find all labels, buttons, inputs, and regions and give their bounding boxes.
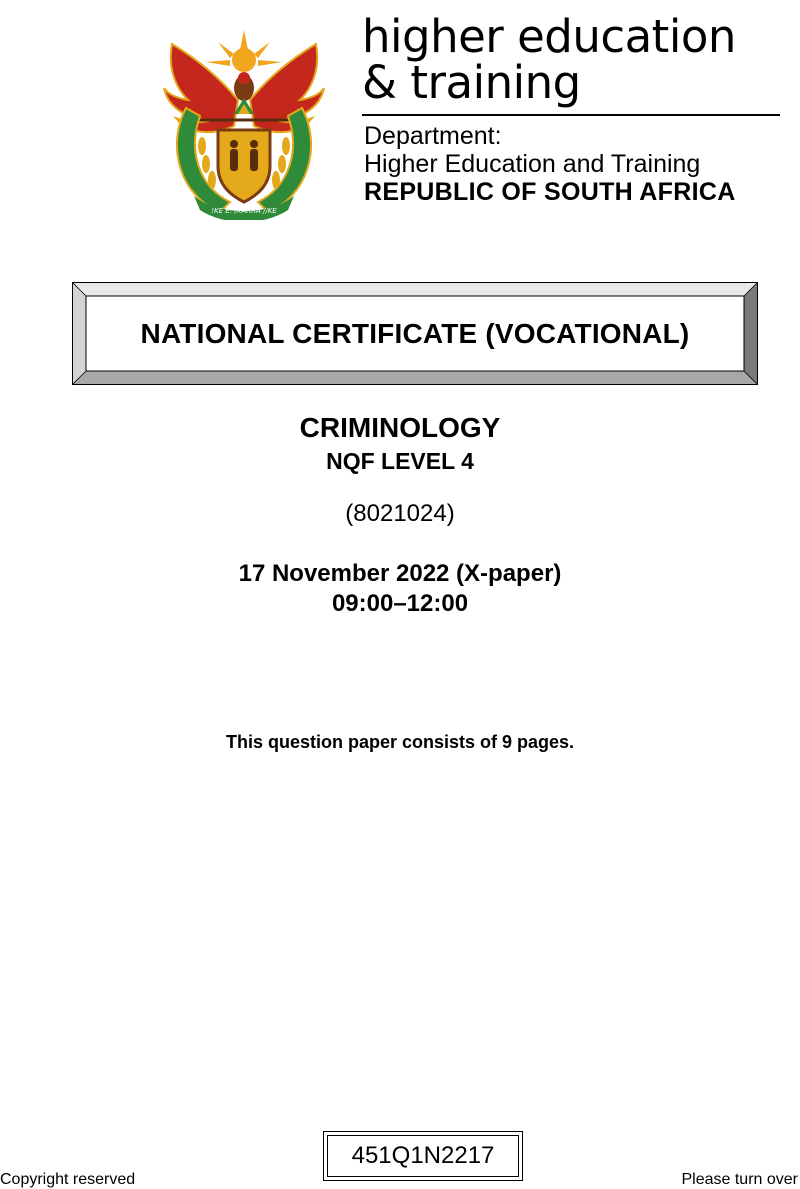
coat-of-arms-logo bbox=[158, 16, 330, 220]
copyright-note: Copyright reserved bbox=[0, 1171, 136, 1188]
shield-icon bbox=[218, 130, 270, 202]
exam-code: (8021024) bbox=[345, 500, 455, 527]
paper-code: 451Q1N2217 bbox=[327, 1135, 519, 1177]
page-count-note: This question paper consists of 9 pages. bbox=[225, 732, 575, 752]
certificate-title: NATIONAL CERTIFICATE (VOCATIONAL) bbox=[140, 317, 690, 349]
department-label: Department: bbox=[364, 122, 502, 150]
country-name: REPUBLIC OF SOUTH AFRICA bbox=[364, 178, 736, 206]
paper-code-box bbox=[323, 1131, 523, 1181]
exam-subject: CRIMINOLOGY bbox=[299, 412, 501, 443]
coat-of-arms-motto: !KE E: /XARRA //KE bbox=[211, 207, 277, 215]
sun-icon bbox=[206, 30, 282, 72]
brand-title-line2: & training bbox=[362, 56, 581, 109]
brand-divider bbox=[362, 114, 780, 116]
turn-over-note: Please turn over bbox=[681, 1171, 798, 1188]
brand-title-line1: higher education bbox=[362, 10, 736, 63]
exam-level: NQF LEVEL 4 bbox=[326, 448, 474, 474]
department-name: Higher Education and Training bbox=[364, 150, 701, 178]
exam-time: 09:00–12:00 bbox=[331, 590, 469, 617]
exam-date: 17 November 2022 (X-paper) bbox=[238, 560, 562, 587]
